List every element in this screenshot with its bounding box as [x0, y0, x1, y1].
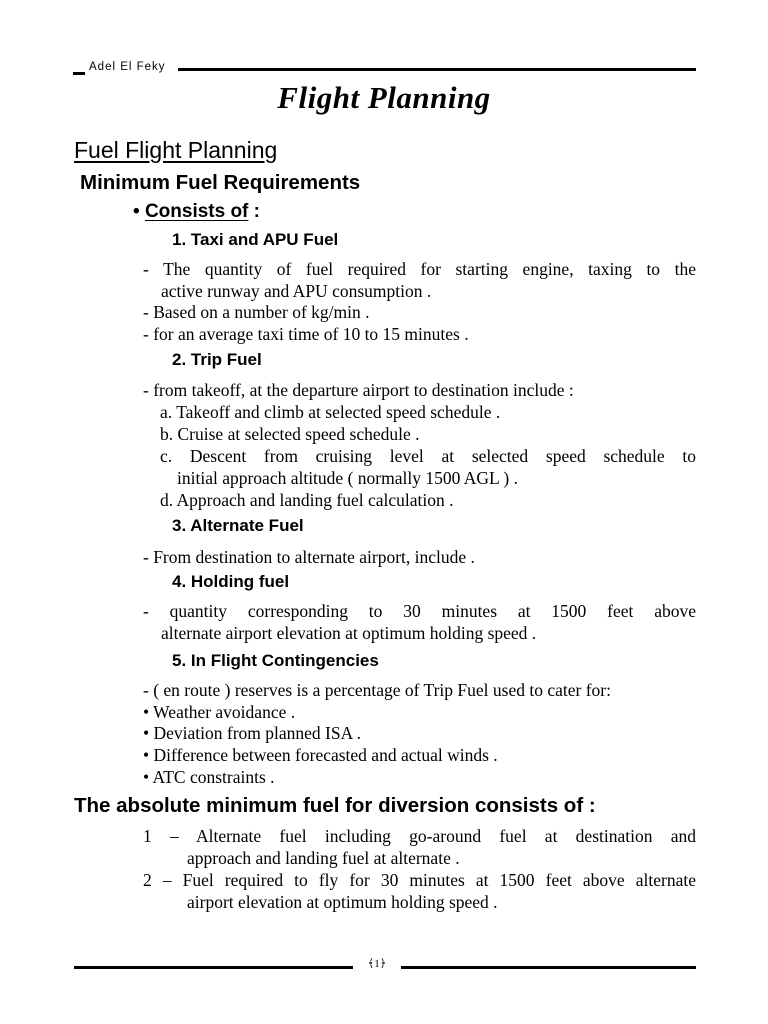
taxi-line: - for an average taxi time of 10 to 15 minutes .: [143, 324, 469, 344]
contingency-heading: 5. In Flight Contingencies: [172, 651, 379, 670]
contingency-bullet-item: • Deviation from planned ISA .: [143, 723, 362, 743]
diversion-line: airport elevation at optimum holding speed .: [187, 892, 498, 912]
trip-line: b. Cruise at selected speed schedule .: [160, 424, 420, 444]
subsection-heading: Minimum Fuel Requirements: [80, 171, 361, 194]
holding-heading: 4. Holding fuel: [172, 572, 290, 591]
consists-of-text: Consists of: [144, 201, 249, 222]
holding-line: - quantity corresponding to 30 minutes at 1500 feet above: [143, 601, 696, 621]
diversion-line: approach and landing fuel at alternate .: [187, 848, 460, 868]
section-heading: Fuel Flight Planning: [74, 137, 278, 163]
document-title: Flight Planning: [277, 80, 491, 115]
contingency-bullet-item: • Weather avoidance .: [143, 702, 296, 722]
header-author: Adel El Feky: [89, 61, 166, 73]
trip-heading: 2. Trip Fuel: [172, 350, 262, 369]
consists-of-label: [133, 201, 260, 223]
contingency-bullet-item: • ATC constraints .: [143, 767, 275, 787]
page-number: ﴾1﴿: [367, 958, 387, 970]
alternate-line: - From destination to alternate airport, include .: [143, 547, 475, 567]
diversion-line: 1 – Alternate fuel including go-around fuel at destination and: [143, 826, 696, 846]
trip-line: - from takeoff, at the departure airport to destination include :: [143, 380, 574, 400]
taxi-line: active runway and APU consumption .: [161, 281, 432, 301]
trip-line: initial approach altitude ( normally 1500 AGL ) .: [177, 468, 519, 488]
diversion-heading: The absolute minimum fuel for diversion consists of :: [74, 794, 596, 817]
trip-line: d. Approach and landing fuel calculation .: [160, 490, 454, 510]
taxi-line: - Based on a number of kg/min .: [143, 302, 370, 322]
trip-line: c. Descent from cruising level at selected speed schedule to: [160, 446, 696, 466]
bullet-icon: •: [133, 201, 140, 222]
header-rule-right: [178, 68, 696, 71]
header-rule-left: [73, 72, 85, 75]
diversion-line: 2 – Fuel required to fly for 30 minutes at 1500 feet above alternate: [143, 870, 696, 890]
taxi-heading: 1. Taxi and APU Fuel: [172, 230, 339, 249]
trip-line: a. Takeoff and climb at selected speed schedule .: [160, 402, 501, 422]
footer-rule-right: [401, 966, 696, 969]
footer-rule-left: [74, 966, 353, 969]
contingency-bullet-item: • Difference between forecasted and actual winds .: [143, 745, 498, 765]
consists-colon: :: [248, 201, 260, 222]
holding-line: alternate airport elevation at optimum holding speed .: [161, 623, 537, 643]
alternate-heading: 3. Alternate Fuel: [172, 516, 304, 535]
taxi-line: - The quantity of fuel required for starting engine, taxing to the: [143, 259, 696, 279]
contingency-line: - ( en route ) reserves is a percentage of Trip Fuel used to cater for:: [143, 680, 611, 700]
